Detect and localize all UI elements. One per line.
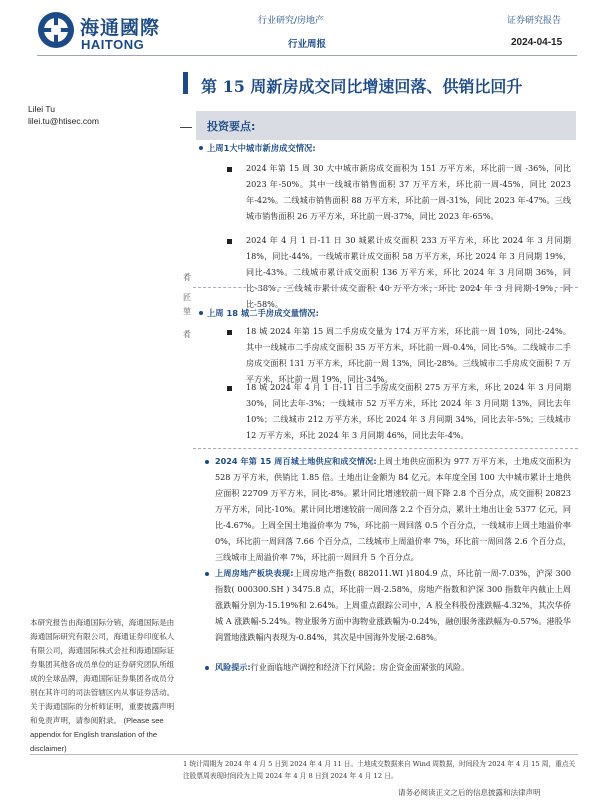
footnote: 1 统计周期为 2024 年 4 月 5 日到 2024 年 4 月 11 日。土地成交数据来自 Wind 周数据，时间段为 2024 年 4 月 15 周，重点关注股票周表现时间段为上周 2024 年 4 月 8 日到 2024 年 4 月 12 日。	[183, 760, 576, 780]
report-title: 第 15 周新房成交同比增速回落、供销比回升	[201, 77, 523, 96]
section-second-hand-title: 上周 18 城二手房成交量情况:	[207, 308, 319, 318]
header-divider	[37, 55, 577, 56]
haitong-logo-icon	[37, 11, 75, 49]
bullet-dot	[205, 666, 209, 670]
section-divider	[193, 448, 578, 449]
title-accent-bar	[183, 72, 188, 94]
header-report-kind: 行业周报	[288, 39, 327, 50]
footer-legal-notice: 请务必阅读正文之后的信息披露和法律声明	[398, 788, 541, 797]
bullet-dot	[205, 572, 209, 576]
paragraph-new-home-weekly: 2024 年第 15 周 30 大中城市新房成交面积为 151 万平方米，环比前一周 -36%，同比 2023 年-50%。其中一线城市销售面积 37 万平方米，环比前一周-45%，同比 2023 年-42%。二线城市销售面积 88 万平方米，环比前一周-31%，同比 2023 年-47%。三线城市销售面积 26 万平方米，环比前一周-37%，同比 2023 年-65%。	[246, 163, 571, 221]
section-divider	[193, 287, 578, 288]
bullet-dot	[199, 311, 203, 315]
paragraph-new-home-cumulative: 2024 年 4 月 1 日-11 日 30 城累计成交面积 233 万平方米，环比 2024 年 3 月同期 18%，同比-44%。一线城市累计成交面积 58 万平方米，环比 2024 年 3 月同期 19%，同比-43%。二线城市累计成交面积 136 万平方米，环比 2024 年 3 月同期 36%，同比-38%。三线城市累计成交面积 40 万平方米，环比 2024 年 3 月同期-19%，同比-58%。	[246, 235, 571, 309]
section-new-home-title: 上周1大中城市新房成交情况:	[207, 143, 316, 153]
section-land-title: 2024 年第 15 周百城土地供应和成交情况:	[215, 456, 377, 466]
analyst-email[interactable]: lilei.tu@htisec.com	[28, 116, 99, 126]
sector-performance-body: 上周房地产指数( 882011.WI )1804.9 点，环比前一周-7.03%，沪深 300 指数( 000300.SH ) 3475.8 点，环比前一周-2.58%，房地产指数和沪深 300 指数年内截止上周涨跌幅分别为-15.19%和 2.64%。上周重点跟踪公司中，A 股全科股份涨跌幅-4.32%，其次华侨城 A 涨跌幅-5.24%。物业服务方面中海物业涨跌幅为-0.24%，融创服务涨跌幅为-0.57%。港股华润置地涨跌幅内表现为-0.84%，其次是中国海外发展-2.68%。	[215, 568, 571, 642]
header-report-type: 证券研究报告	[507, 16, 562, 26]
header-sector: 行业研究/房地产	[258, 16, 325, 26]
analyst-name: Lilei Tu	[28, 104, 55, 114]
sidebar-short-rule	[180, 127, 192, 128]
paragraph-risk	[215, 659, 571, 675]
paragraph-second-hand-cumulative: 18 城 2024 年 4 月 1 日-11 日二手房成交面积 275 万平方米，环比 2024 年 3 月同期 30%，同比去年-3%；一线城市 52 万平方米，环比 2024 年 3 月同期 13%，同比去年 10%；二线城市 212 万平方米，环比 2024 年 3 月同期 34%，同比去年-5%；三线城市 12 万平方米，环比 2024 年 3 月同期 46%，同比去年-4%。	[246, 382, 571, 440]
bullet-square	[227, 239, 232, 244]
footer-divider	[30, 754, 578, 755]
bullet-square	[227, 167, 232, 172]
sidebar-fragment: 堃	[183, 307, 191, 316]
risk-body: 行业面临地产调控和经济下行风险；房企资金面紧张的风险。	[250, 662, 470, 672]
section-sector-title: 上周房地产板块表现:	[215, 568, 294, 578]
land-supply-body: 上周土地供应面积为 977 万平方米，土地成交面积为 528 万平方米，供销比 1.85 倍。土地出让金额为 84 亿元。本年度全国 100 大中城市累计土地供应面积 22709 万平方米，同比-8%。累计同比增速较前一周下降 2.8 个百分点，成交面积 20823 万平方米，同比-10%。累计同比增速较前一周回落 2.2 个百分点，累计土地出让金 5377 亿元，同比-4.67%。上周全国土地溢价率为 7%，环比前一周回落 0.5 个百分点，一线城市上周土地溢价率 0%，环比前一周回落 7.66 个百分点，二线城市上周溢价率 7%，环比前一周回落 2.6 个百分点，三线城市上周溢价率 7%，环比前一周回升 5 个百分点。	[215, 456, 571, 562]
haitong-logo	[37, 9, 187, 51]
key-points-header	[196, 111, 576, 140]
sidebar-fragment: 肴	[183, 330, 191, 339]
section-risk-title: 风险提示:	[215, 662, 251, 672]
bullet-dot	[205, 460, 209, 464]
disclaimer	[30, 616, 178, 756]
logo-chinese-text: 海通國際	[80, 17, 161, 39]
bullet-dot	[199, 146, 203, 150]
key-points-label: 投资要点:	[207, 120, 256, 133]
bullet-square	[227, 330, 232, 335]
disclaimer-chinese: 本研究报告由海通国际分销，海通国际是由海通国际研究有限公司，海通证券印度私人有限公司，海通国际株式会社和海通国际证券集团其他各成员单位的证券研究团队所组成的全球品牌，海通国际证券集团各成员分别在其许可的司法管辖区内从事证券活动。关于海通国际的分析师证明，重要披露声明和免责声明，请参阅附录。	[30, 618, 175, 725]
bullet-square	[227, 386, 232, 391]
disclaimer-english: (Please see appendix for English translation of the disclaimer)	[30, 716, 164, 753]
logo-english-text: HAITONG	[81, 37, 145, 52]
paragraph-second-hand-weekly: 18 城 2024 年第 15 周二手房成交量为 174 万平方米，环比前一周 10%，同比-24%。其中一线城市二手房成交面积 35 万平方米，环比前一周-0.4%，同比-5%。二线城市二手房成交面积 131 万平方米，环比前一周 13%，同比-28%。三线城市二手房成交面积 7 万平方米，环比前一周 19%，同比-34%。	[246, 326, 571, 384]
sidebar-fragment: 肴	[183, 273, 191, 282]
paragraph-land-supply	[215, 453, 571, 565]
paragraph-sector-performance	[215, 565, 571, 645]
sidebar-fragment: 匠	[183, 293, 191, 302]
header-date: 2024-04-15	[511, 37, 563, 48]
